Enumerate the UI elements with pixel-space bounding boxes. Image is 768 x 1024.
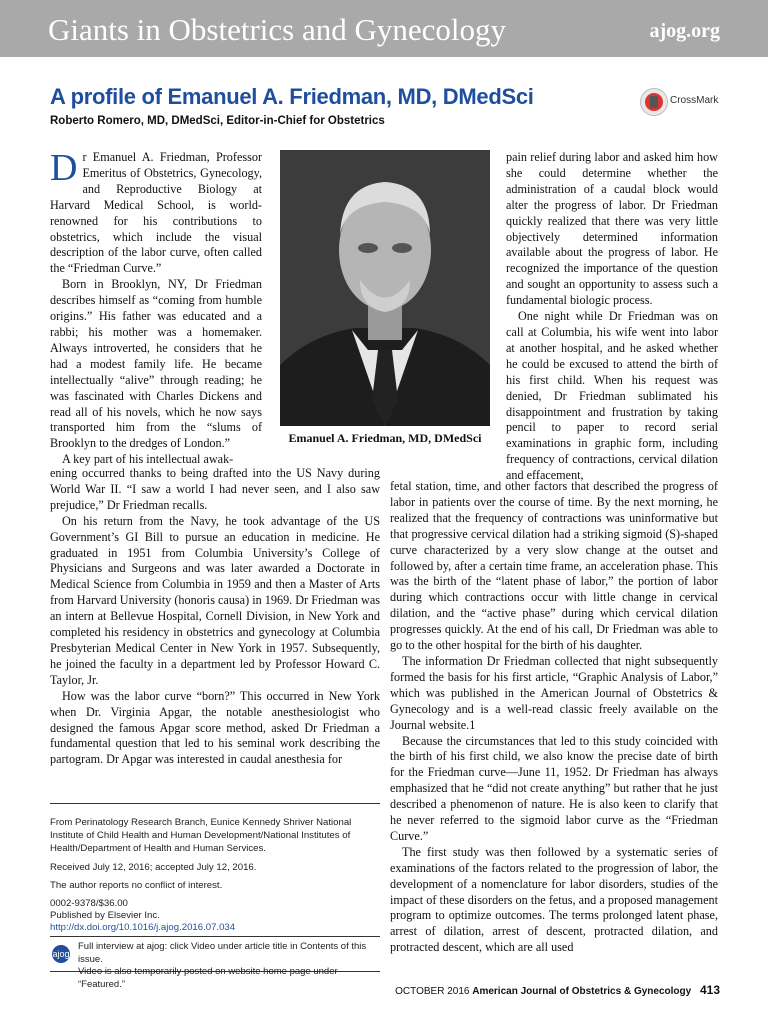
- video-note: [50, 936, 380, 990]
- paragraph: The information Dr Friedman collected that night subsequently formed the basis for his first article, “Graphic Analysis of Labor,” which was published in the American Journal of Obstetrics & Gynecology and is a well-read classic freely available on the Journal website.1: [390, 653, 718, 732]
- footnote-publisher: Published by Elsevier Inc.: [50, 910, 160, 921]
- paragraph: Because the circumstances that led to this study coincided with the birth of his first child, we also know the precise date of birth for the Friedman curve—June 11, 1952. Dr Friedman has always emphasized that he “did not create anything” but rather that he just described a phenomenon of nature. He is also keen to clarify that he never referred to the sigmoid labor curve as the “Friedman Curve.”: [390, 733, 718, 843]
- article-title: A profile of Emanuel A. Friedman, MD, DMedSci: [50, 84, 534, 109]
- video-icon: ajog: [52, 945, 70, 963]
- crossmark-badge[interactable]: [640, 88, 740, 116]
- paragraph: Born in Brooklyn, NY, Dr Friedman describes himself as “coming from humble origins.” His father was educated and a rabbi; his mother was a homemaker. Always introverted, he considers that he had a modest family life. He became intellectually “alive” through reading; he was fascinated with Charles Dickens and read all of his novels, which he now says transported him from the “slums of Brooklyn to the dredges of London.”: [50, 277, 262, 451]
- footer-journal: American Journal of Obstetrics & Gynecology: [472, 986, 692, 997]
- footer-date: OCTOBER 2016: [395, 986, 470, 997]
- body-column-left-bottom: [50, 466, 380, 768]
- article-author: Roberto Romero, MD, DMedSci, Editor-in-Chief for Obstetrics: [50, 115, 385, 127]
- paragraph: How was the labor curve “born?” This occurred in New York when Dr. Virginia Apgar, the notable anesthesiologist who designed the famous Apgar score method, asked Dr Friedman a fundamental question that led to his seminal work describing the partogram. Dr Apgar was interested in caudal anesthesia for: [50, 688, 380, 767]
- paragraph: Dr Emanuel A. Friedman, Professor Emeritus of Obstetrics, Gynecology, and Reproductive Biology at Harvard Medical School, is world-renowned for his contributions to obstetrics, which include the visual description of the labor curve, often called the “Friedman Curve.”: [50, 147, 262, 276]
- journal-banner: [0, 0, 768, 57]
- drop-cap: D: [50, 147, 78, 189]
- paragraph: A key part of his intellectual awak-: [62, 452, 234, 467]
- footnote-received: Received July 12, 2016; accepted July 12, 2016.: [50, 862, 257, 873]
- body-column-left-top: [50, 147, 262, 468]
- photo-caption: Emanuel A. Friedman, MD, DMedSci: [288, 431, 482, 445]
- footnote-affiliation: From Perinatology Research Branch, Eunice Kennedy Shriver National Institute of Child Health and Human Development/National Institutes of Health/Department of Health and Human Services.: [50, 817, 352, 854]
- page-number: 413: [699, 983, 720, 997]
- portrait-illustration: [280, 150, 490, 426]
- page-footer: [395, 983, 720, 997]
- footnote-doi: [50, 921, 235, 934]
- paragraph: On his return from the Navy, he took advantage of the US Government’s GI Bill to pursue an education in medicine. He graduated in 1951 from Columbia University’s College of Physicians and Surgeons and was later awarded a Doctorate in Medical Science from Columbia in 1959 and then a Master of Arts from Harvard University (honoris causa) in 1969. Dr Friedman was an intern at Bellevue Hospital, Cornell Division, in New York and completed his residency in obstetrics and gynecology at Columbia Presbyterian Medical Center in New York in 1957. Subsequently, he joined the faculty in a department led by Professor Howard C. Taylor, Jr.: [50, 513, 380, 687]
- section-title: Giants in Obstetrics and Gynecology: [48, 12, 507, 47]
- journal-url[interactable]: ajog.org: [649, 20, 720, 42]
- body-column-right-bottom: [390, 479, 718, 956]
- body-column-right-top: [506, 150, 718, 484]
- footnote-issn: 0002-9378/$36.00: [50, 898, 128, 909]
- crossmark-label: CrossMark: [670, 95, 719, 106]
- footnote-conflict: The author reports no conflict of interest.: [50, 880, 223, 891]
- portrait-photo: [280, 150, 490, 426]
- footnote-divider: [50, 803, 380, 804]
- paragraph: One night while Dr Friedman was on call at Columbia, his wife went into labor at another hospital, and he asked whether he could be excused to attend the birth of his first child. When his request was denied, Dr Friedman sublimated his disappointment and frustration by taking pencil to paper to record serial examinations in graphic form, including frequency of contractions, cervical dilation and effacement,: [506, 309, 718, 483]
- paragraph: fetal station, time, and other factors that described the progress of labor in patients over the course of time. By the next morning, he realized that the frequency of contractions was uninformative but that progressive cervical dilation had a striking sigmoid (S)-shaped curve characterized by a very slow change at the outset and followed by, after a certain time frame, an acceleration phase. This was the birth of the “latent phase of labor,” the portion of labor during which contractions occur with little change in cervical dilation, and the “active phase” during which cervical dilation progresses quickly. At the end of his call, Dr Friedman was able to go to the other hospital for the birth of his daughter.: [390, 479, 718, 653]
- doi-link[interactable]: http://dx.doi.org/10.1016/j.ajog.2016.07.034: [50, 922, 236, 933]
- paragraph: The first study was then followed by a systematic series of examinations of the factors related to the progression of labor, the development of a nomenclature for labor disorders, studies of the impact of these disorders on the fetus, and a proposed management program to optimize outcomes. The terms prolonged latent phase, arrest of dilation, arrest of descent, protracted dilation, and protracted descent, which are all used: [390, 844, 718, 955]
- crossmark-icon: [640, 88, 668, 116]
- video-note-text: Full interview at ajog: click Video under article title in Contents of this issue. Video is also temporarily posted on website home page under “Featured.”: [78, 941, 367, 990]
- paragraph: ening occurred thanks to being drafted into the US Navy during World War II. “I saw a world I had never seen, and I also saw prejudice,” Dr Friedman recalls.: [50, 466, 380, 512]
- paragraph: pain relief during labor and asked him how she could determine whether the administration of a caudal block would alter the progress of labor. Dr Friedman quickly realized that there was very little objectively determined information available about the progress of labor. He recognized the importance of the question and sought an opportunity to assess such a fundamental biologic process.: [506, 150, 718, 308]
